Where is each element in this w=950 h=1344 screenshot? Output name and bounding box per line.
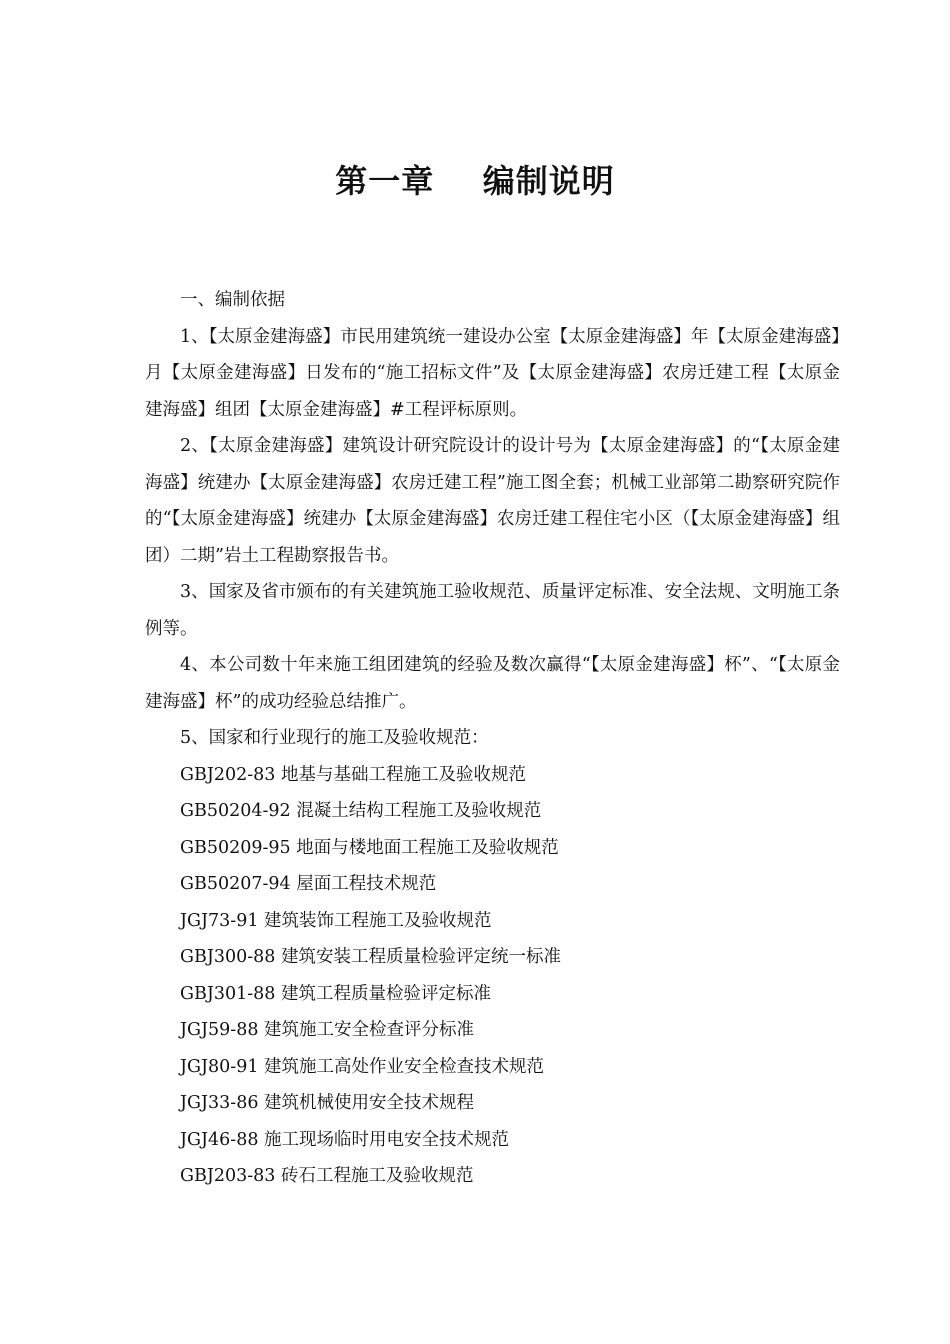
standard-item: JGJ80-91 建筑施工高处作业安全检查技术规范 (180, 1056, 545, 1077)
paragraph-3: 3、国家及省市颁布的有关建筑施工验收规范、质量评定标准、安全法规、文明施工条例等。 (145, 582, 840, 639)
standard-item: JGJ33-86 建筑机械使用安全技术规程 (180, 1093, 475, 1113)
standard-item: JGJ59-88 建筑施工安全检查评分标准 (180, 1020, 475, 1040)
standard-item: GBJ203-83 砖石工程施工及验收规范 (180, 1166, 474, 1186)
chapter-title: 第一章 编制说明 (335, 162, 615, 200)
paragraph-4: 4、本公司数十年来施工组团建筑的经验及数次赢得“【太原金建海盛】杯”、“【太原金建海盛】杯”的成功经验总结推广。 (145, 655, 840, 712)
standard-item: GBJ301-88 建筑工程质量检验评定标准 (180, 983, 492, 1004)
paragraph-1: 1、【太原金建海盛】市民用建筑统一建设办公室【太原金建海盛】年【太原金建海盛】月【太原金建海盛】日发布的“施工招标文件”及【太原金建海盛】农房迁建工程【太原金建海盛】组团【太原金建海盛】#工程评标原则。 (145, 326, 840, 420)
standard-item: JGJ46-88 施工现场临时用电安全技术规范 (180, 1129, 510, 1150)
section-heading: 一、编制依据 (180, 290, 285, 310)
paragraph-2: 2、【太原金建海盛】建筑设计研究院设计的设计号为【太原金建海盛】的“【太原金建海盛】统建办【太原金建海盛】农房迁建工程”施工图全套；机械工业部第二勘察研究院作的“【太原金建海盛】统建办【太原金建海盛】农房迁建工程住宅小区（【太原金建海盛】组团）二期”岩土工程勘察报告书。 (145, 436, 840, 566)
paragraph-5: 5、国家和行业现行的施工及验收规范： (180, 728, 489, 748)
standard-item: GBJ202-83 地基与基础工程施工及验收规范 (180, 764, 526, 785)
standard-item: GB50204-92 混凝土结构工程施工及验收规范 (180, 801, 542, 821)
standard-item: GB50209-95 地面与楼地面工程施工及验收规范 (180, 837, 559, 858)
standard-item: GBJ300-88 建筑安装工程质量检验评定统一标准 (180, 947, 561, 967)
standard-item: JGJ73-91 建筑装饰工程施工及验收规范 (180, 910, 492, 931)
document-body (145, 282, 840, 1195)
standard-item: GB50207-94 屋面工程技术规范 (180, 874, 437, 894)
